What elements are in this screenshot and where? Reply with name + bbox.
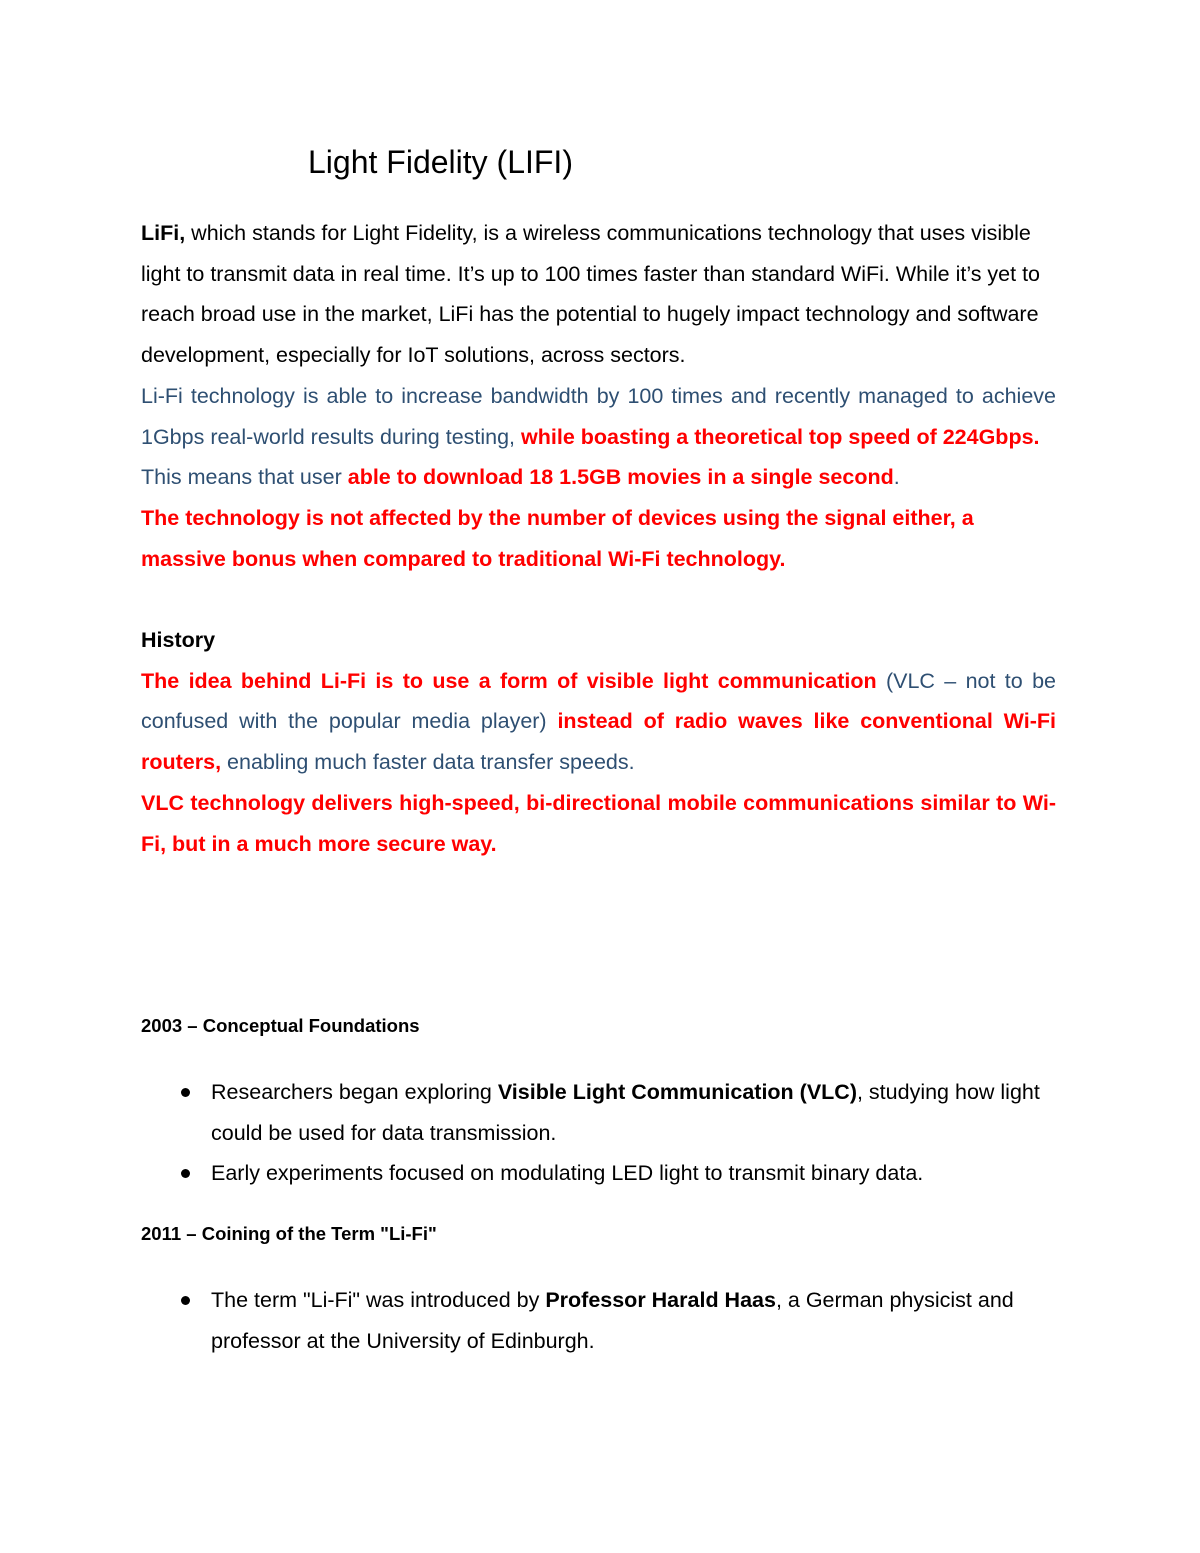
download-highlight: able to download 18 1.5GB movies in a single second <box>347 465 894 490</box>
download-end: . <box>893 465 900 490</box>
list-item-text: , studying how light could be used for data transmission. <box>211 1080 1040 1145</box>
history-heading: History <box>141 628 216 653</box>
history-red-1: The idea behind Li-Fi is to use a form of visible light communication <box>141 668 877 693</box>
bandwidth-highlight: while boasting a theoretical top speed of 224Gbps. <box>521 424 1040 449</box>
vlc-paragraph: VLC technology delivers high-speed, bi-directional mobile communications similar to Wi-Fi, but in a much more secure way. <box>141 790 1056 856</box>
bandwidth-paragraph <box>141 376 1056 457</box>
timeline-list-2003 <box>141 1072 1071 1194</box>
list-item-text: , a German physicist and professor at the University of Edinburgh. <box>211 1288 1014 1353</box>
intro-text: which stands for Light Fidelity, is a wireless communications technology that uses visible light to transmit data in real time. It’s up to 100 times faster than standard WiFi. While it’s yet to reach broad use in the market, LiFi has the potential to hugely impact technology and software development, especially for IoT solutions, across sectors. <box>141 221 1041 368</box>
history-red-2: instead of radio waves like conventional Wi-Fi routers, <box>141 709 1056 775</box>
timeline-section <box>141 1008 1071 1362</box>
history-text-2: enabling much faster data transfer speeds. <box>221 750 635 775</box>
document-body <box>141 213 1056 864</box>
list-item <box>141 1153 1051 1194</box>
timeline-heading-2003: 2003 – Conceptual Foundations <box>141 1015 420 1036</box>
devices-paragraph: The technology is not affected by the number of devices using the signal either, a massive bonus when compared to traditional Wi-Fi technology. <box>141 505 974 571</box>
intro-paragraph <box>141 213 1056 376</box>
list-item <box>141 1072 1051 1153</box>
list-item-text: Early experiments focused on modulating LED light to transmit binary data. <box>211 1161 924 1186</box>
list-item-bold: Professor Harald Haas <box>545 1288 776 1313</box>
download-paragraph <box>141 457 1056 498</box>
history-paragraph <box>141 661 1056 783</box>
bullet-icon <box>181 1296 190 1305</box>
timeline-list-2011 <box>141 1280 1071 1361</box>
list-item-text: The term "Li-Fi" was introduced by <box>211 1288 546 1313</box>
list-item-bold: Visible Light Communication (VLC) <box>497 1080 857 1104</box>
list-item <box>141 1280 1051 1361</box>
list-item-text: Researchers began exploring <box>211 1080 498 1104</box>
spacer <box>141 579 1056 620</box>
timeline-heading-2011: 2011 – Coining of the Term "Li-Fi" <box>141 1223 437 1245</box>
intro-lead: LiFi, <box>141 221 186 245</box>
download-text: This means that user <box>141 465 348 490</box>
history-text-1: (VLC – not to be confused with the popular media player) <box>141 668 1056 734</box>
bandwidth-text: Li-Fi technology is able to increase bandwidth by 100 times and recently managed to achieve 1Gbps real-world results during testing, <box>141 383 1056 449</box>
bullet-icon <box>181 1088 190 1097</box>
bullet-icon <box>181 1169 190 1178</box>
document-title: Light Fidelity (LIFI) <box>308 144 573 180</box>
